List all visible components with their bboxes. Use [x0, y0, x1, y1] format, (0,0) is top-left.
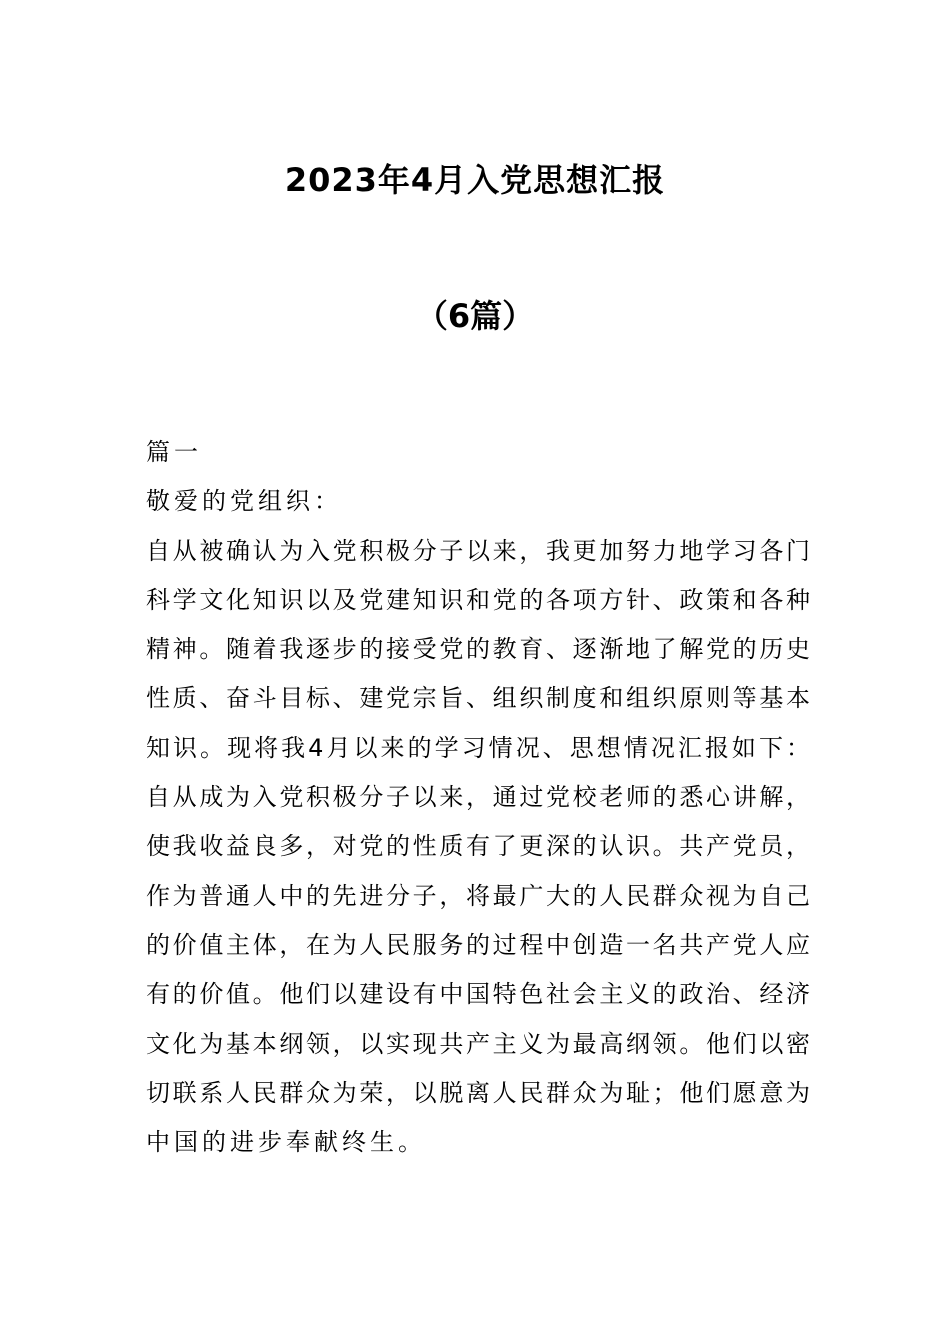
paragraph-line: 使我收益良多，对党的性质有了更深的认识。共产党员，: [146, 832, 810, 861]
document-body: [146, 428, 810, 1167]
paragraph-line: 自从被确认为入党积极分子以来，我更加努力地学习各门: [146, 536, 810, 565]
paragraph-line: 的价值主体，在为人民服务的过程中创造一名共产党人应: [146, 930, 810, 959]
document-subtitle: （6篇）: [415, 297, 535, 335]
paragraph-line: 有的价值。他们以建设有中国特色社会主义的政治、经济: [146, 980, 810, 1009]
paragraph-line: 文化为基本纲领，以实现共产主义为最高纲领。他们以密: [146, 1029, 810, 1058]
paragraph-line: 科学文化知识以及党建知识和党的各项方针、政策和各种: [146, 585, 810, 614]
paragraph-line: 中国的进步奉献终生。: [146, 1128, 426, 1157]
salutation: 敬爱的党组织：: [146, 487, 342, 516]
paragraph-line: 切联系人民群众为荣，以脱离人民群众为耻；他们愿意为: [146, 1078, 810, 1107]
paragraph-line: 作为普通人中的先进分子，将最广大的人民群众视为自己: [146, 881, 810, 910]
paragraph-line: 精神。随着我逐步的接受党的教育、逐渐地了解党的历史: [146, 635, 810, 664]
paragraph-line: 知识。现将我4月以来的学习情况、思想情况汇报如下：: [146, 733, 810, 762]
document-title: 2023年4月入党思想汇报: [284, 161, 666, 199]
paragraph-line: 性质、奋斗目标、建党宗旨、组织制度和组织原则等基本: [146, 684, 810, 713]
section-heading: 篇一: [146, 438, 202, 466]
paragraph-line: 自从成为入党积极分子以来，通过党校老师的悉心讲解，: [146, 783, 810, 812]
